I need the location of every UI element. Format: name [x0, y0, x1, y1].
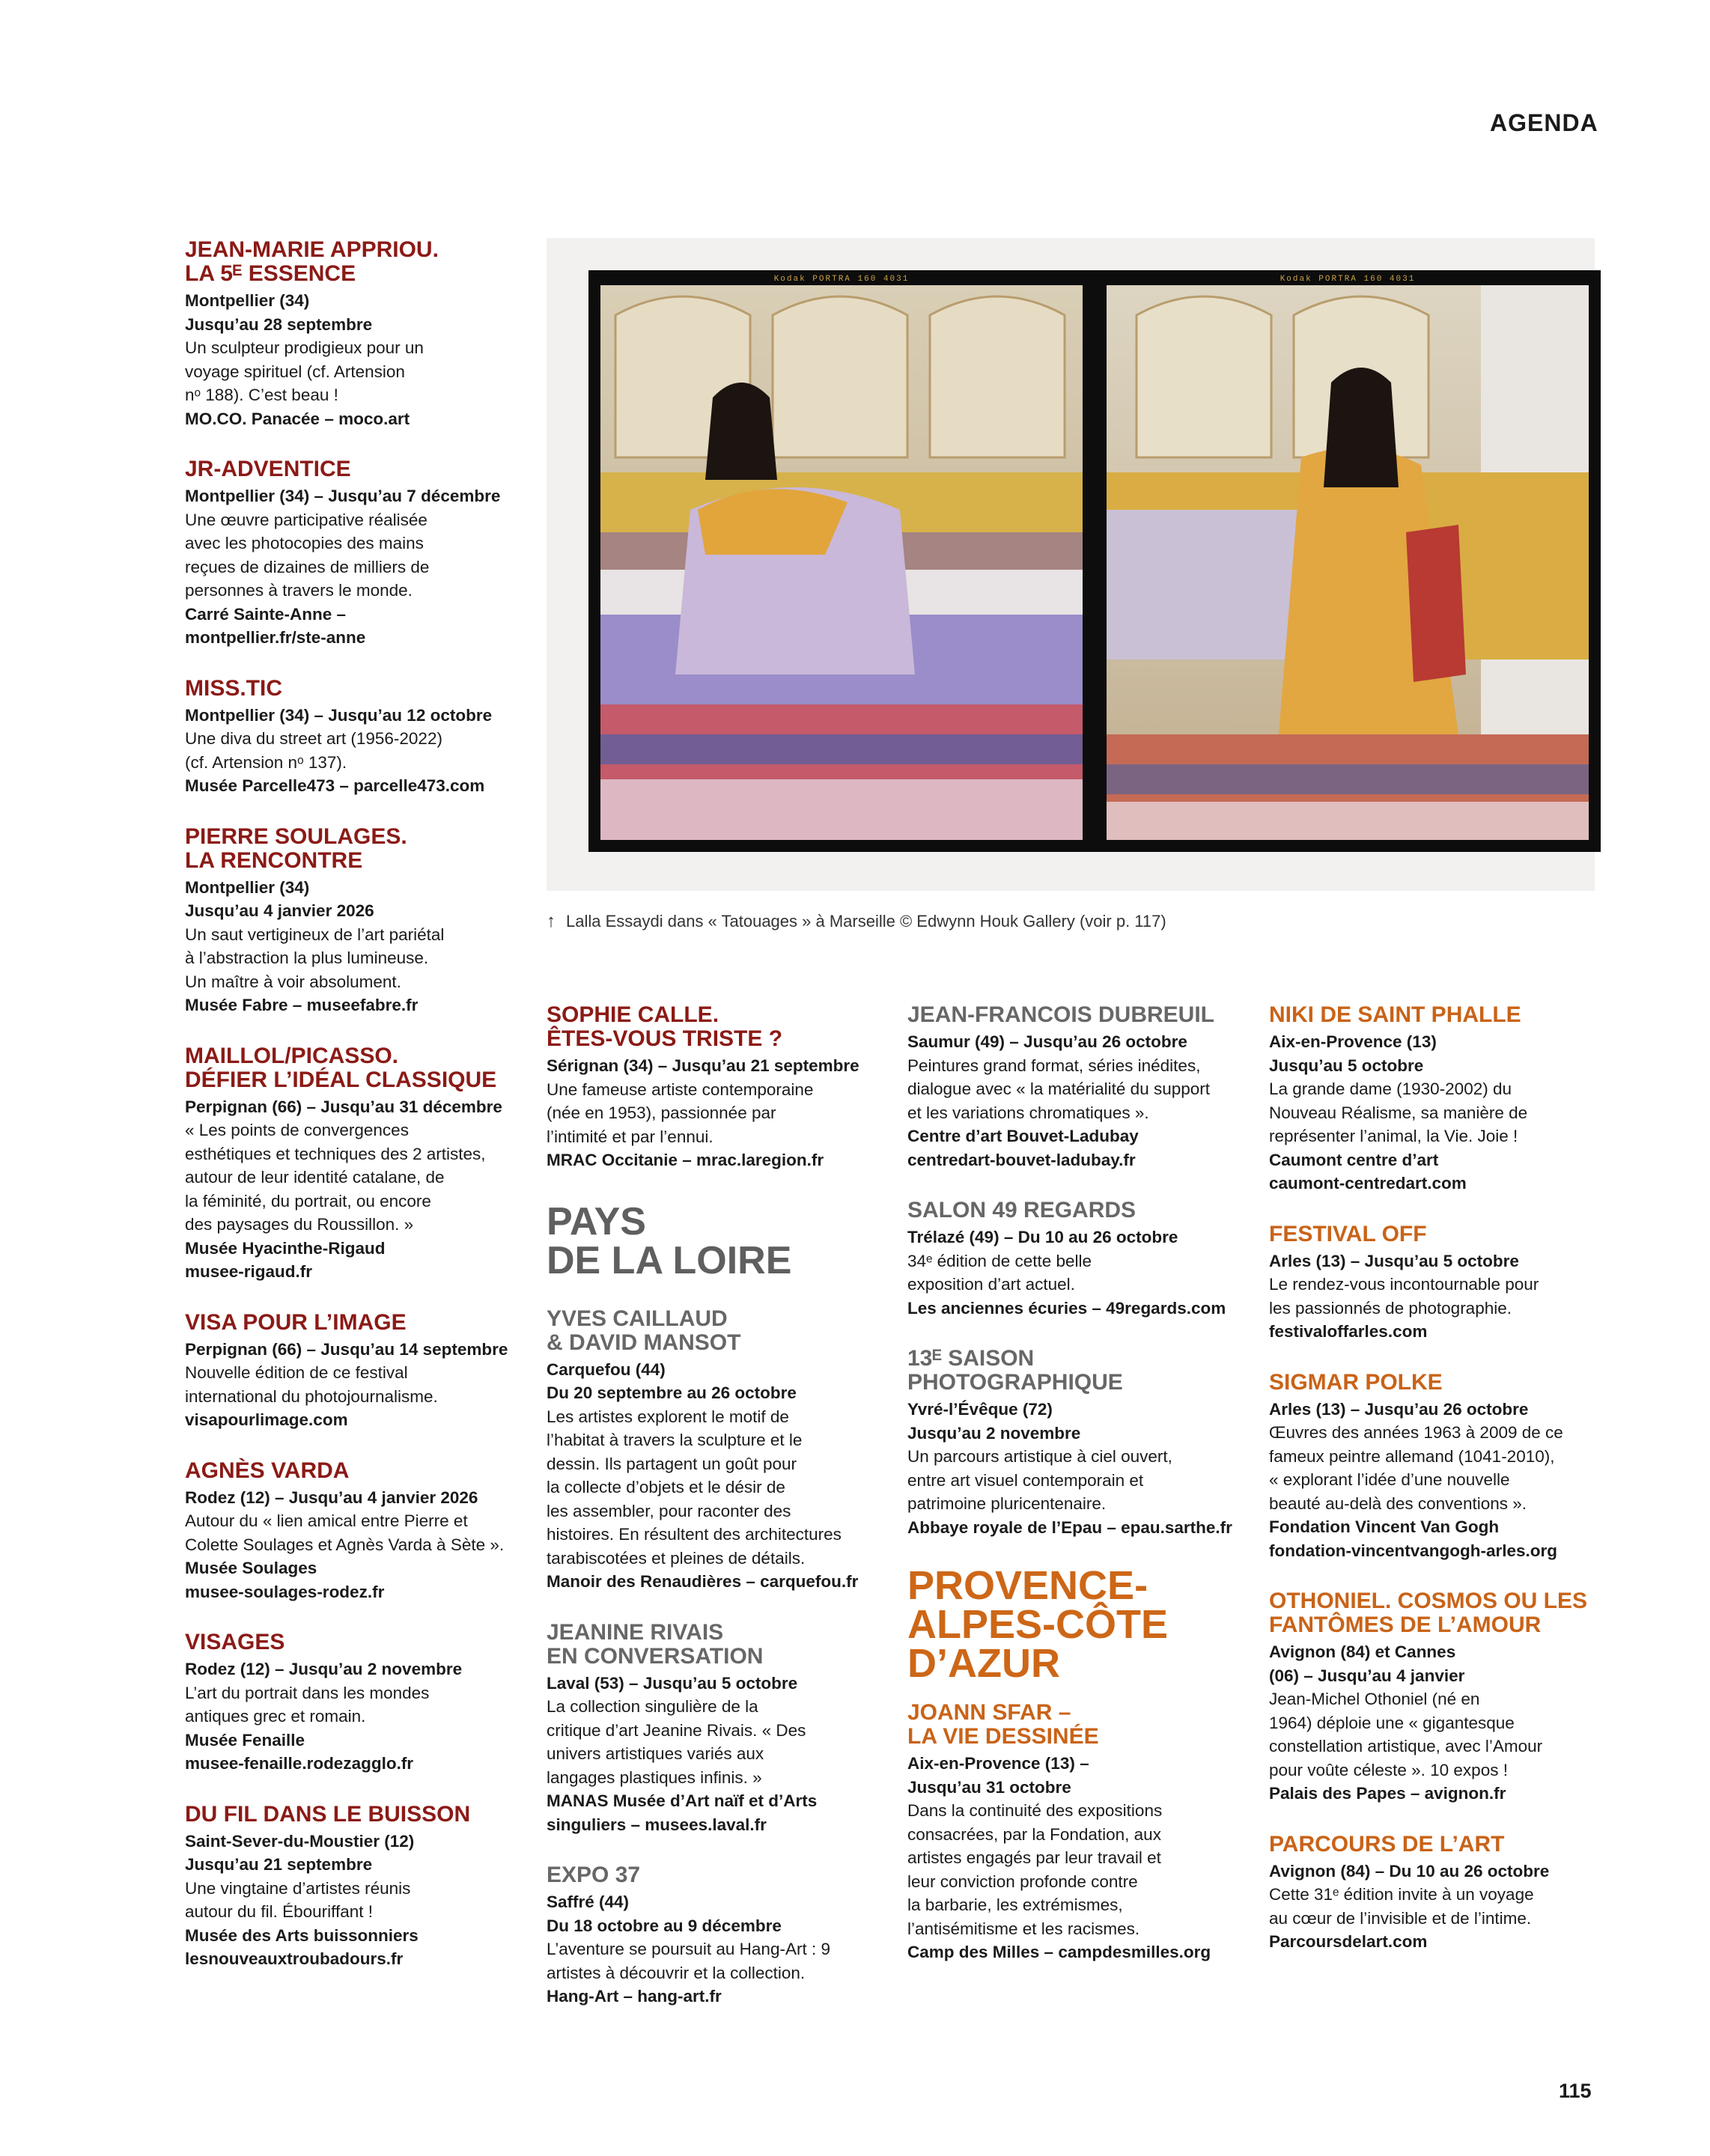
entry-venue: Musée des Arts buissonniers lesnouveauxtroubadours.fr — [185, 1925, 419, 1968]
entry-title: VISA POUR L’IMAGE — [185, 1309, 407, 1335]
entry-title: JEAN-MARIE APPRIOU. LA 5ᴱ ESSENCE — [185, 237, 439, 286]
entry-description: Une vingtaine d’artistes réunis autour du fil. Ébouriffant ! — [185, 1878, 411, 1921]
agenda-entry — [907, 1701, 1237, 1964]
entry-venue: Musée Parcelle473 – parcelle473.com — [185, 776, 485, 795]
entry-venue: Parcoursdelart.com — [1269, 1932, 1428, 1951]
film-label: Kodak PORTRA 160 4031 — [773, 275, 910, 284]
region-heading-pays-de-la-loire: PAYS DE LA LOIRE — [547, 1199, 792, 1282]
entry-info: Arles (13) – Jusqu’au 26 octobre — [1269, 1399, 1529, 1419]
arrow-up-icon: ↑ — [547, 911, 556, 931]
entry-title: JEAN-FRANCOIS DUBREUIL — [907, 1002, 1215, 1027]
reclining-woman-image — [600, 285, 1083, 840]
entry-info: Perpignan (66) – Jusqu’au 14 septembre — [185, 1339, 508, 1359]
entry-venue: Caumont centre d’art caumont-centredart.com — [1269, 1150, 1467, 1193]
entry-venue: Carré Sainte-Anne – montpellier.fr/ste-anne — [185, 604, 366, 647]
entry-venue: Les anciennes écuries – 49regards.com — [907, 1298, 1226, 1318]
agenda-entry — [907, 1003, 1237, 1172]
entry-description: Une fameuse artiste contemporaine (née en 1953), passionnée par l’intimité et par l’ennui. — [547, 1079, 814, 1146]
entry-info: Avignon (84) – Du 10 au 26 octobre — [1269, 1861, 1550, 1881]
agenda-entry — [185, 1630, 514, 1776]
entry-info: Perpignan (66) – Jusqu’au 31 décembre — [185, 1097, 502, 1116]
entry-info: Laval (53) – Jusqu’au 5 octobre — [547, 1673, 798, 1693]
entry-description: Les artistes explorent le motif de l’habitat à travers la sculpture et le dessin. Ils partagent un goût pour la collecte d’objets et le désir de les assembler, pour raconter des histoires. En résultent des architectures tarabiscotées et pleines de détails. — [547, 1407, 842, 1568]
entry-title: SALON 49 REGARDS — [907, 1198, 1137, 1222]
photo-left — [588, 270, 1095, 852]
agenda-entry — [1269, 1589, 1598, 1806]
agenda-entry — [185, 238, 514, 430]
entry-description: Une œuvre participative réalisée avec les photocopies des mains reçues de dizaines de milliers de personnes à travers le monde. — [185, 510, 430, 600]
entry-title: SOPHIE CALLE. ÊTES-VOUS TRISTE ? — [547, 1002, 783, 1051]
entry-info: Aix-en-Provence (13) Jusqu’au 5 octobre — [1269, 1032, 1437, 1075]
photo-caption — [547, 911, 1166, 932]
entry-venue: Musée Soulages musee-soulages-rodez.fr — [185, 1559, 385, 1601]
agenda-entry — [547, 1863, 876, 2009]
agenda-entry — [185, 457, 514, 650]
section-header: AGENDA — [1490, 109, 1598, 136]
entry-info: Trélazé (49) – Du 10 au 26 octobre — [907, 1228, 1178, 1246]
entry-info: Saffré (44) Du 18 octobre au 9 décembre — [547, 1892, 782, 1935]
agenda-entry — [185, 1459, 514, 1604]
agenda-entry — [185, 1044, 514, 1284]
entry-description: « Les points de convergences esthétiques et techniques des 2 artistes, autour de leur identité catalane, de la féminité, du portrait, ou encore des paysages du Roussillon. » — [185, 1121, 486, 1234]
entry-description: L’art du portrait dans les mondes antiques grec et romain. — [185, 1683, 430, 1726]
film-label: Kodak PORTRA 160 4031 — [1280, 275, 1416, 284]
entry-title: PIERRE SOULAGES. LA RENCONTRE — [185, 823, 407, 873]
entry-title: YVES CAILLAUD & DAVID MANSOT — [547, 1306, 741, 1355]
entry-info: Saumur (49) – Jusqu’au 26 octobre — [907, 1032, 1187, 1051]
agenda-entry — [1269, 1371, 1598, 1563]
entry-venue: Fondation Vincent Van Gogh fondation-vincentvangogh-arles.org — [1269, 1517, 1558, 1560]
entry-description: Un sculpteur prodigieux pour un voyage spirituel (cf. Artension nᵒ 188). C’est beau ! — [185, 338, 424, 404]
agenda-entry — [185, 677, 514, 798]
entry-description: La grande dame (1930-2002) du Nouveau Réalisme, sa manière de représenter l’animal, la Vie. Joie ! — [1269, 1079, 1528, 1145]
entry-info: Rodez (12) – Jusqu’au 2 novembre — [185, 1660, 463, 1678]
agenda-entry — [547, 1003, 876, 1172]
entry-venue: Centre d’art Bouvet-Ladubay centredart-bouvet-ladubay.fr — [907, 1127, 1139, 1169]
entry-info: Montpellier (34) – Jusqu’au 7 décembre — [185, 487, 501, 505]
entry-info: Sérignan (34) – Jusqu’au 21 septembre — [547, 1056, 859, 1075]
entry-info: Montpellier (34) Jusqu’au 28 septembre — [185, 291, 373, 334]
entry-description: Jean-Michel Othoniel (né en 1964) déploie une « gigantesque constellation artistique, avec l’Amour pour voûte céleste ». 10 expos ! — [1269, 1690, 1543, 1779]
entry-description: Peintures grand format, séries inédites, dialogue avec « la matérialité du support et les variations chromatiques ». — [907, 1056, 1211, 1122]
caption-text: Lalla Essaydi dans « Tatouages » à Marseille © Edwynn Houk Gallery (voir p. 117) — [566, 912, 1166, 931]
agenda-entry — [547, 1307, 876, 1594]
entry-description: Un parcours artistique à ciel ouvert, entre art visuel contemporain et patrimoine pluricentenaire. — [907, 1447, 1172, 1513]
photo-figure — [547, 238, 1595, 891]
entry-venue: Musée Fenaille musee-fenaille.rodezagglo.fr — [185, 1730, 414, 1773]
entry-venue: Musée Hyacinthe-Rigaud musee-rigaud.fr — [185, 1238, 386, 1281]
seated-woman-image — [1107, 285, 1589, 840]
agenda-entry — [1269, 1222, 1598, 1344]
agenda-entry — [1269, 1003, 1598, 1196]
column-1 — [185, 238, 514, 1998]
entry-info: Arles (13) – Jusqu’au 5 octobre — [1269, 1251, 1519, 1270]
entry-venue: MANAS Musée d’Art naïf et d’Arts singuliers – musees.laval.fr — [547, 1791, 818, 1834]
agenda-entry — [185, 1311, 514, 1432]
photo-right — [1095, 270, 1601, 852]
photo-scene-left — [600, 285, 1083, 840]
entry-title: JEANINE RIVAIS EN CONVERSATION — [547, 1619, 764, 1669]
entry-title: NIKI DE SAINT PHALLE — [1269, 1002, 1521, 1027]
entry-title: AGNÈS VARDA — [185, 1458, 350, 1483]
entry-description: Une diva du street art (1956-2022) (cf. Artension nᵒ 137). — [185, 729, 442, 772]
entry-info: Saint-Sever-du-Moustier (12) Jusqu’au 21 septembre — [185, 1831, 415, 1874]
entry-venue: Manoir des Renaudières – carquefou.fr — [547, 1572, 859, 1591]
photo-scene-right — [1107, 285, 1589, 840]
page-number: 115 — [1559, 2080, 1592, 2102]
entry-info: Montpellier (34) Jusqu’au 4 janvier 2026 — [185, 877, 374, 920]
entry-description: La collection singulière de la critique d’art Jeanine Rivais. « Des univers artistiques variés aux langages plastiques infinis. » — [547, 1697, 806, 1787]
region-heading-paca: PROVENCE- ALPES-CÔTE D’AZUR — [907, 1563, 1169, 1686]
entry-title: JOANN SFAR – LA VIE DESSINÉE — [907, 1700, 1099, 1749]
entry-info: Yvré-l’Évêque (72) Jusqu’au 2 novembre — [907, 1400, 1081, 1443]
column-2 — [547, 1003, 876, 2035]
entry-venue: MO.CO. Panacée – moco.art — [185, 409, 410, 428]
entry-title: DU FIL DANS LE BUISSON — [185, 1801, 471, 1827]
entry-description: Nouvelle édition de ce festival international du photojournalisme. — [185, 1363, 438, 1406]
entry-description: L’aventure se poursuit au Hang-Art : 9 artistes à découvrir et la collection. — [547, 1940, 830, 1982]
entry-title: OTHONIEL. COSMOS OU LES FANTÔMES DE L’AMOUR — [1269, 1589, 1588, 1637]
entry-venue: visapourlimage.com — [185, 1410, 348, 1429]
agenda-entry — [547, 1621, 876, 1837]
entry-description: Cette 31ᵉ édition invite à un voyage au cœur de l’invisible et de l’intime. — [1269, 1885, 1534, 1928]
entry-venue: Camp des Milles – campdesmilles.org — [907, 1943, 1211, 1961]
entry-venue: Palais des Papes – avignon.fr — [1269, 1784, 1506, 1803]
entry-venue: festivaloffarles.com — [1269, 1322, 1428, 1341]
entry-venue: Musée Fabre – museefabre.fr — [185, 996, 419, 1014]
entry-description: 34ᵉ édition de cette belle exposition d’art actuel. — [907, 1251, 1092, 1294]
entry-venue: MRAC Occitanie – mrac.laregion.fr — [547, 1151, 824, 1169]
entry-description: Œuvres des années 1963 à 2009 de ce fameux peintre allemand (1041-2010), « explorant l’idée d’une nouvelle beauté au-delà des conventions ». — [1269, 1423, 1563, 1513]
entry-title: FESTIVAL OFF — [1269, 1221, 1427, 1246]
agenda-entry — [185, 825, 514, 1017]
entry-title: EXPO 37 — [547, 1863, 641, 1887]
entry-description: Le rendez-vous incontournable pour les passionnés de photographie. — [1269, 1275, 1539, 1318]
entry-info: Montpellier (34) – Jusqu’au 12 octobre — [185, 705, 493, 725]
column-4 — [1269, 1003, 1598, 1981]
entry-description: Dans la continuité des expositions consacrées, par la Fondation, aux artistes engagés par leur travail et leur conviction profonde contre la barbarie, les extrémismes, l’antisémitisme et les racismes. — [907, 1801, 1163, 1938]
agenda-entry — [907, 1347, 1237, 1539]
entry-title: MAILLOL/PICASSO. DÉFIER L’IDÉAL CLASSIQUE — [185, 1043, 497, 1092]
agenda-entry — [1269, 1833, 1598, 1954]
entry-venue: Hang-Art – hang-art.fr — [547, 1987, 722, 2006]
entry-info: Avignon (84) et Cannes (06) – Jusqu’au 4 janvier — [1269, 1642, 1465, 1685]
entry-title: JR-ADVENTICE — [185, 457, 351, 481]
agenda-entry — [907, 1199, 1237, 1320]
agenda-entry — [185, 1803, 514, 1971]
entry-info: Aix-en-Provence (13) – Jusqu’au 31 octobre — [907, 1754, 1089, 1797]
entry-info: Rodez (12) – Jusqu’au 4 janvier 2026 — [185, 1487, 478, 1507]
entry-description: Un saut vertigineux de l’art pariétal à l’abstraction la plus lumineuse. Un maître à voir absolument. — [185, 925, 445, 991]
entry-title: PARCOURS DE L’ART — [1269, 1831, 1505, 1857]
entry-title: 13ᴱ SAISON PHOTOGRAPHIQUE — [907, 1346, 1123, 1395]
entry-title: VISAGES — [185, 1630, 285, 1654]
entry-title: SIGMAR POLKE — [1269, 1369, 1443, 1395]
entry-info: Carquefou (44) Du 20 septembre au 26 octobre — [547, 1359, 797, 1402]
entry-description: Autour du « lien amical entre Pierre et Colette Soulages et Agnès Varda à Sète ». — [185, 1511, 505, 1554]
column-3 — [907, 1003, 1237, 1991]
entry-venue: Abbaye royale de l’Epau – epau.sarthe.fr — [907, 1517, 1232, 1537]
entry-title: MISS.TIC — [185, 675, 283, 701]
